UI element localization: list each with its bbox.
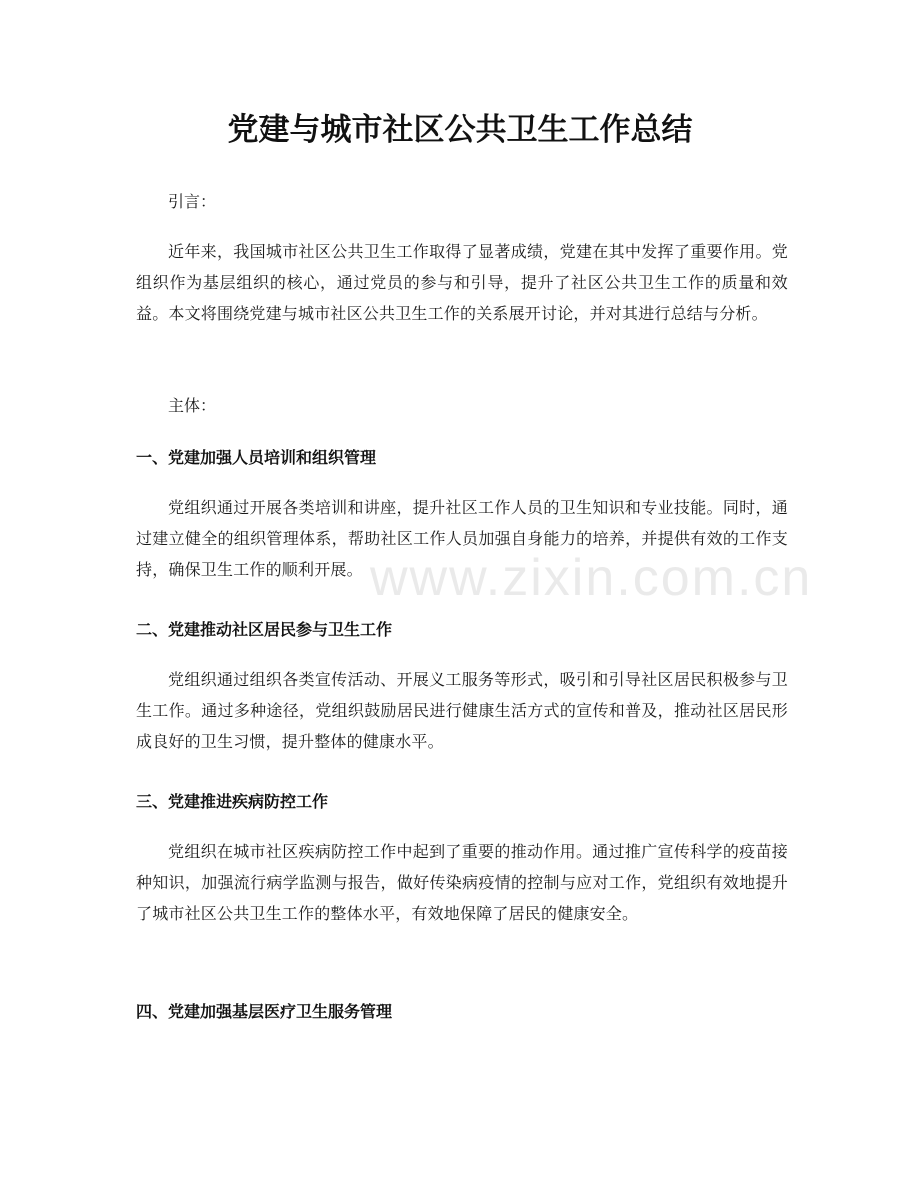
intro-paragraph: 近年来，我国城市社区公共卫生工作取得了显著成绩，党建在其中发挥了重要作用。党组织作为基层组织的核心，通过党员的参与和引导，提升了社区公共卫生工作的质量和效益。本文将围绕党建与城市社区公共卫生工作的关系展开讨论，并对其进行总结与分析。 — [136, 242, 788, 323]
section-3-heading: 三、党建推进疾病防控工作 — [136, 792, 329, 811]
watermark: www.zixin.com.cn — [370, 549, 813, 607]
section-1-heading: 一、党建加强人员培训和组织管理 — [136, 448, 377, 467]
section-4-heading: 四、党建加强基层医疗卫生服务管理 — [136, 1002, 393, 1021]
section-3-paragraph: 党组织在城市社区疾病防控工作中起到了重要的推动作用。通过推广宣传科学的疫苗接种知识，加强流行病学监测与报告，做好传染病疫情的控制与应对工作，党组织有效地提升了城市社区公共卫生工作的整体水平，有效地保障了居民的健康安全。 — [136, 842, 788, 923]
section-1-paragraph: 党组织通过开展各类培训和讲座，提升社区工作人员的卫生知识和专业技能。同时，通过建立健全的组织管理体系，帮助社区工作人员加强自身能力的培养，并提供有效的工作支持，确保卫生工作的顺利开展。 — [136, 498, 788, 579]
intro-label: 引言： — [168, 192, 217, 211]
section-2-heading: 二、党建推动社区居民参与卫生工作 — [136, 620, 393, 639]
body-label: 主体： — [168, 396, 217, 415]
document-title: 党建与城市社区公共卫生工作总结 — [227, 112, 693, 148]
section-2-paragraph: 党组织通过组织各类宣传活动、开展义工服务等形式，吸引和引导社区居民积极参与卫生工作。通过多种途径，党组织鼓励居民进行健康生活方式的宣传和普及，推动社区居民形成良好的卫生习惯，提升整体的健康水平。 — [136, 670, 788, 751]
